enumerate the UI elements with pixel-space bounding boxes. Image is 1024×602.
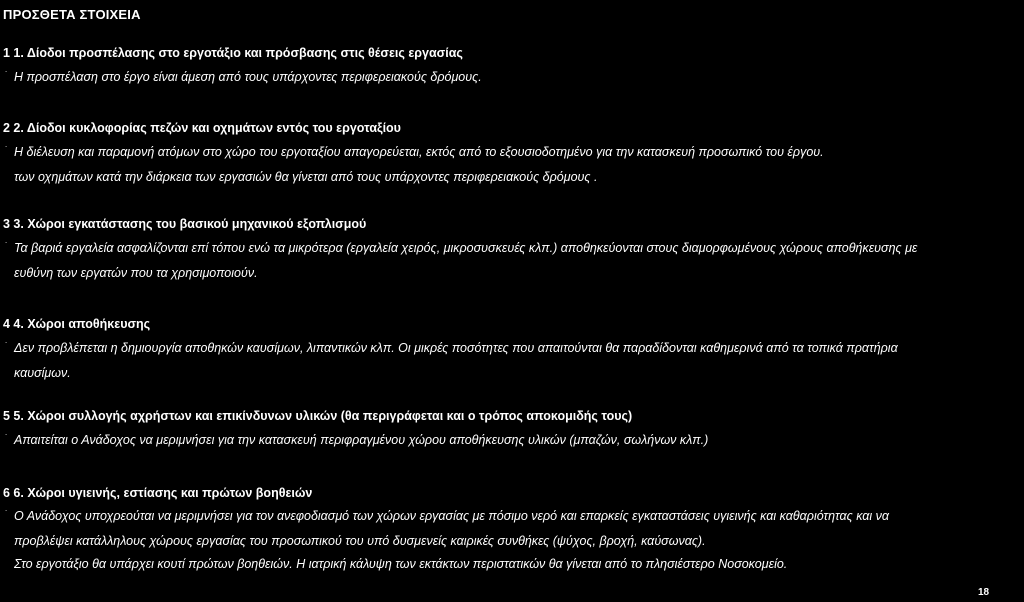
section-1-line-1: Η προσπέλαση στο έργο είναι άμεση από τους υπάρχοντες περιφερειακούς δρόμους.	[14, 70, 482, 84]
section-3-heading: 3 3. Χώροι εγκατάστασης του βασικού μηχανικού εξοπλισμού	[3, 217, 367, 231]
section-3-line-1: Τα βαριά εργαλεία ασφαλίζονται επί τόπου ενώ τα μικρότερα (εργαλεία χειρός, μικροσυσκευές κλπ.) αποθηκεύονται στους διαμορφωμένους χώρους αποθήκευσης με	[14, 241, 918, 255]
section-4-line-1: Δεν προβλέπεται η δημιουργία αποθηκών καυσίμων, λιπαντικών κλπ. Οι μικρές ποσότητες που απαιτούνται θα παραδίδονται καθημερινά από τα τοπικά πρατήρια	[14, 341, 898, 355]
document-title: ΠΡΟΣΘΕΤΑ ΣΤΟΙΧΕΙΑ	[3, 7, 141, 22]
section-6-bullet: ˙	[5, 509, 8, 519]
section-2-line-1: Η διέλευση και παραμονή ατόμων στο χώρο του εργοταξίου απαγορεύεται, εκτός από το εξουσιοδοτημένο για την κατασκευή προσωπικό του έργου.	[14, 145, 824, 159]
section-6-line-2: προβλέψει κατάλληλους χώρους εργασίας του προσωπικού του υπό δυσμενείς καιρικές συνθήκες (ψύχος, βροχή, καύσωνας).	[14, 534, 706, 548]
section-5-bullet: ˙	[5, 433, 8, 443]
section-3-bullet: ˙	[5, 241, 8, 251]
section-2-bullet: ˙	[5, 145, 8, 155]
section-4-heading: 4 4. Χώροι αποθήκευσης	[3, 317, 151, 331]
page-number: 18	[978, 587, 990, 598]
section-6-line-1: Ο Ανάδοχος υποχρεούται να μεριμνήσει για τον ανεφοδιασμό των χώρων εργασίας με πόσιμο νερό και επαρκείς εγκαταστάσεις υγιεινής και καθαριότητας και να	[14, 509, 890, 523]
section-6-line-3: Στο εργοτάξιο θα υπάρχει κουτί πρώτων βοηθειών. Η ιατρική κάλυψη των εκτάκτων περιστατικών θα γίνεται από το πλησιέστερο Νοσοκομείο.	[14, 557, 788, 571]
section-2-line-2: των οχημάτων κατά την διάρκεια των εργασιών θα γίνεται από τους υπάρχοντες περιφερειακούς δρόμους .	[14, 170, 598, 184]
section-1-heading: 1 1. Δίοδοι προσπέλασης στο εργοτάξιο και πρόσβασης στις θέσεις εργασίας	[3, 46, 463, 60]
section-2-heading: 2 2. Δίοδοι κυκλοφορίας πεζών και οχημάτων εντός του εργοταξίου	[3, 121, 401, 135]
section-5-line-1: Απαιτείται ο Ανάδοχος να μεριμνήσει για την κατασκευή περιφραγμένου χώρου αποθήκευσης υλικών (μπαζών, σωλήνων κλπ.)	[14, 433, 709, 447]
section-6-heading: 6 6. Χώροι υγιεινής, εστίασης και πρώτων βοηθειών	[3, 486, 313, 500]
section-1-bullet: ˙	[5, 70, 8, 80]
section-3-line-2: ευθύνη των εργατών που τα χρησιμοποιούν.	[14, 266, 258, 280]
section-4-line-2: καυσίμων.	[14, 366, 71, 380]
section-5-heading: 5 5. Χώροι συλλογής αχρήστων και επικίνδυνων υλικών (θα περιγράφεται και ο τρόπος αποκομιδής τους)	[3, 409, 633, 423]
section-4-bullet: ˙	[5, 341, 8, 351]
